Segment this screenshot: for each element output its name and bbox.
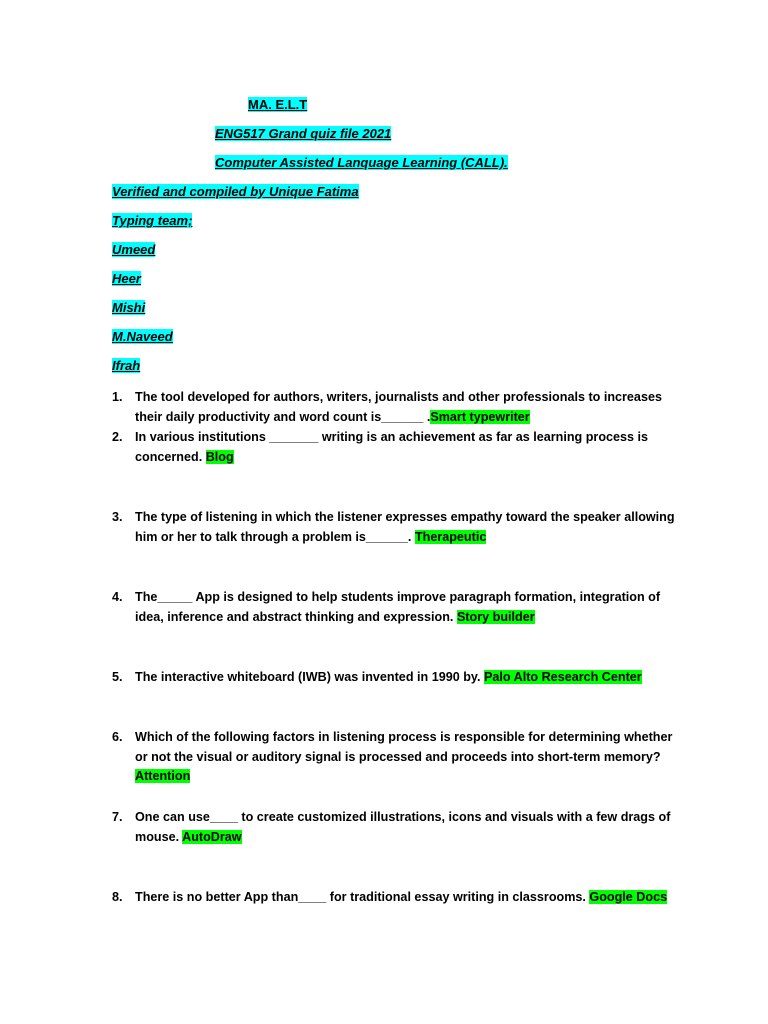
answer-highlight: Story builder: [456, 609, 535, 624]
question-item: 6. Which of the following factors in listening process is responsible for determining whether or not the visual or auditory signal is processed and proceeds into short-term memory? Attention: [112, 730, 673, 783]
question-item: 5. The interactive whiteboard (IWB) was invented in 1990 by. Palo Alto Research Center: [112, 670, 642, 684]
question-text: The interactive whiteboard (IWB) was invented in 1990 by.: [135, 670, 484, 684]
question-text: Which of the following factors in listening process is responsible for determining whether or not the visual or auditory signal is processed and proceeds into short-term memory?: [135, 730, 673, 764]
question-item: 8. There is no better App than____ for traditional essay writing in classrooms. Google Docs: [112, 890, 668, 904]
answer-highlight: AutoDraw: [182, 829, 242, 844]
answer-highlight: Smart typewriter: [430, 409, 530, 424]
typing-team-label: Typing team;: [112, 213, 193, 228]
course-title: Computer Assisted Lanquage Learning (CALL).: [215, 155, 508, 170]
question-item: 7. One can use____ to create customized illustrations, icons and visuals with a few drags of mouse. AutoDraw: [112, 810, 671, 844]
answer-highlight: Palo Alto Research Center: [483, 670, 642, 684]
answer-highlight: Therapeutic: [414, 529, 487, 544]
question-item: 2. In various institutions _______ writing is an achievement as far as learning process is concerned. Blog: [112, 430, 649, 464]
team-member: Umeed: [112, 242, 156, 257]
team-member: M.Naveed: [112, 329, 173, 344]
question-text: One can use____ to create customized illustrations, icons and visuals with a few drags of mouse.: [135, 810, 671, 844]
question-item: 3. The type of listening in which the listener expresses empathy toward the speaker allowing him or her to talk through a problem is______. Therapeutic: [112, 510, 675, 544]
program-title: MA. E.L.T: [248, 97, 308, 112]
team-member: Heer: [112, 271, 141, 286]
question-text: The type of listening in which the listener expresses empathy toward the speaker allowing him or her to talk through a problem is______.: [135, 510, 675, 544]
question-text: The_____ App is designed to help students improve paragraph formation, integration of idea, inference and abstract thinking and expression.: [135, 590, 661, 624]
question-text: In various institutions _______ writing is an achievement as far as learning process is concerned.: [135, 430, 649, 464]
answer-highlight: Blog: [205, 449, 234, 464]
team-member: Mishi: [112, 300, 146, 315]
compiled-by: Verified and compiled by Unique Fatima: [112, 184, 359, 199]
question-item: 1. The tool developed for authors, writers, journalists and other professionals to increases their daily productivity and word count is______ .Smart typewriter: [112, 390, 662, 424]
answer-highlight: Google Docs: [589, 890, 668, 904]
question-text: There is no better App than____ for traditional essay writing in classrooms.: [135, 890, 590, 904]
answer-highlight: Attention: [135, 769, 191, 783]
question-text: The tool developed for authors, writers, journalists and other professionals to increases their daily productivity and word count is______ .: [135, 390, 662, 424]
question-item: 4. The_____ App is designed to help students improve paragraph formation, integration of idea, inference and abstract thinking and expression. Story builder: [112, 590, 661, 624]
quiz-title: ENG517 Grand quiz file 2021: [215, 126, 392, 141]
team-member: Ifrah: [112, 358, 141, 373]
